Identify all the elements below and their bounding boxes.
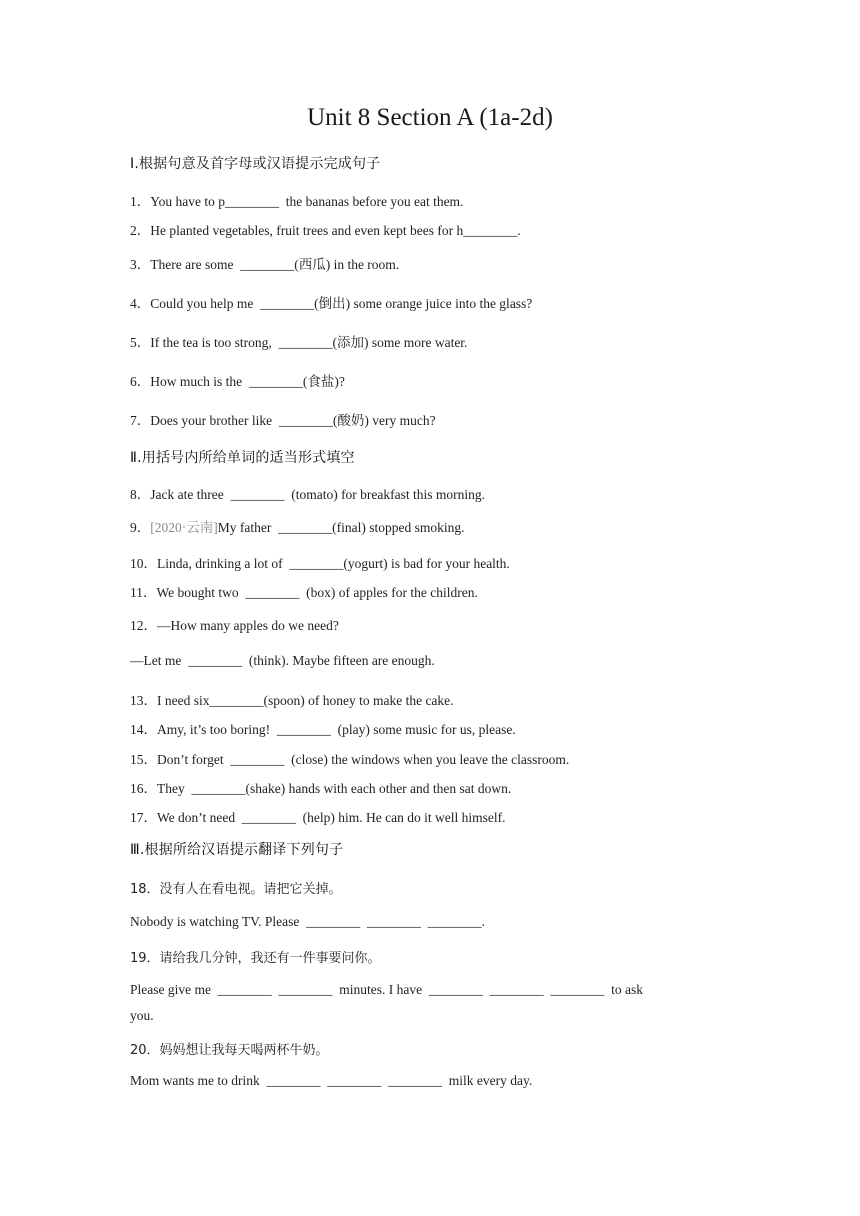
question-7: 7．Does your brother like ________(酸奶) very much? xyxy=(130,413,436,428)
question-9 xyxy=(130,516,464,536)
section-heading-2: Ⅱ.用括号内所给单词的适当形式填空 xyxy=(130,450,355,466)
question-19-answer: Please give me ________ ________ minutes. I have ________ ________ ________ to ask xyxy=(130,982,643,997)
section-heading-3: Ⅲ.根据所给汉语提示翻译下列句子 xyxy=(130,842,344,858)
question-20: 20．妈妈想让我每天喝两杯牛奶。 xyxy=(130,1043,329,1058)
question-16: 16．They ________(shake) hands with each other and then sat down. xyxy=(130,781,512,796)
question-20-answer: Mom wants me to drink ________ ________ ________ milk every day. xyxy=(130,1073,533,1088)
question-9-source: [2020·云南] xyxy=(150,520,218,535)
question-1: 1．You have to p________ the bananas before you eat them. xyxy=(130,194,464,209)
question-19: 19．请给我几分钟，我还有一件事要问你。 xyxy=(130,951,381,966)
question-3: 3．There are some ________(西瓜) in the room. xyxy=(130,257,400,272)
question-11: 11．We bought two ________ (box) of apples for the children. xyxy=(130,585,478,600)
question-10: 10．Linda, drinking a lot of ________(yogurt) is bad for your health. xyxy=(130,556,510,571)
question-9-text: My father ________(final) stopped smoking. xyxy=(217,520,465,535)
question-4: 4．Could you help me ________(倒出) some orange juice into the glass? xyxy=(130,296,533,311)
page-title: Unit 8 Section A (1a-2d) xyxy=(307,104,553,131)
question-15: 15．Don’t forget ________ (close) the windows when you leave the classroom. xyxy=(130,752,570,767)
question-8: 8．Jack ate three ________ (tomato) for breakfast this morning. xyxy=(130,487,486,502)
question-17: 17．We don’t need ________ (help) him. He can do it well himself. xyxy=(130,810,506,825)
question-13: 13．I need six________(spoon) of honey to make the cake. xyxy=(130,693,454,708)
question-5: 5．If the tea is too strong, ________(添加) some more water. xyxy=(130,335,468,350)
question-9-number: 9． xyxy=(130,520,151,535)
section-heading-1: Ⅰ.根据句意及首字母或汉语提示完成句子 xyxy=(130,156,381,172)
question-18: 18．没有人在看电视。请把它关掉。 xyxy=(130,882,342,897)
question-18-answer: Nobody is watching TV. Please ________ ________ ________. xyxy=(130,914,485,929)
question-12: 12．—How many apples do we need? xyxy=(130,618,339,633)
question-14: 14．Amy, it’s too boring! ________ (play) some music for us, please. xyxy=(130,722,516,737)
question-12-reply: —Let me ________ (think). Maybe fifteen are enough. xyxy=(130,653,435,668)
question-2: 2．He planted vegetables, fruit trees and even kept bees for h________. xyxy=(130,223,521,238)
question-6: 6．How much is the ________(食盐)? xyxy=(130,374,345,389)
question-19-answer-cont: you. xyxy=(130,1008,154,1023)
